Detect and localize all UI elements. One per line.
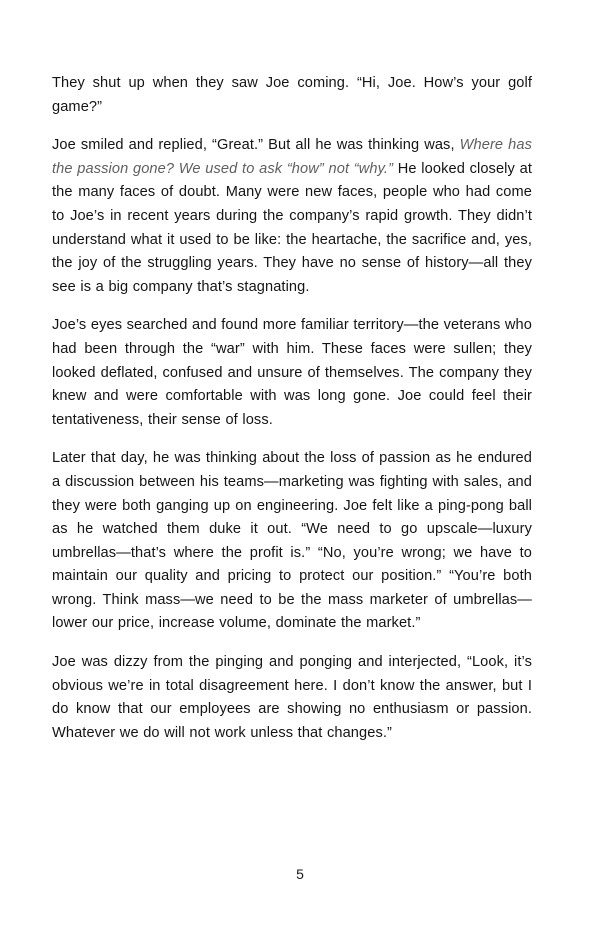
body-text-column	[52, 72, 532, 745]
text-run: He looked closely at the many faces of doubt. Many were new faces, people who had come to Joe’s in recent years during the company’s rapid growth. They didn’t understand what it used to be like: the heartache, the sacrifice and, yes, the joy of the struggling years. They have no sense of history—all they see is a big company that’s stagnating.	[52, 160, 532, 295]
paragraph	[52, 447, 532, 636]
page-number: 5	[296, 866, 304, 882]
text-run: Joe smiled and replied, “Great.” But all he was thinking was,	[52, 137, 460, 154]
paragraph	[52, 314, 532, 432]
text-run: Joe’s eyes searched and found more familiar territory—the veterans who had been through the “war” with him. These faces were sullen; they looked deflated, confused and unsure of themselves. The company they knew and were comfortable with was long gone. Joe could feel their tentativeness, their sense of loss.	[52, 317, 532, 428]
paragraph	[52, 134, 532, 299]
text-run: Joe was dizzy from the pinging and ponging and interjected, “Look, it’s obvious we’re in total disagreement here. I don’t know the answer, but I do know that our employees are showing no enthusiasm or passion. Whatever we do will not work unless that changes.”	[52, 654, 532, 741]
text-run: Later that day, he was thinking about the loss of passion as he endured a discussion between his teams—marketing was fighting with sales, and they were both ganging up on engineering. Joe felt like a ping-pong ball as he watched them duke it out. “We need to go upscale—luxury umbrellas—that’s where the profit is.” “No, you’re wrong; we have to maintain our quality and pricing to protect our position.” “You’re both wrong. Think mass—we need to be the mass marketer of umbrellas—lower our price, increase volume, dominate the market.”	[52, 450, 532, 632]
paragraph	[52, 72, 532, 119]
paragraph	[52, 651, 532, 745]
emphasis-run: Where has the passion gone? We used to ask “how” not “why.”	[52, 137, 533, 177]
text-run: They shut up when they saw Joe coming. “Hi, Joe. How’s your golf game?”	[52, 75, 532, 115]
